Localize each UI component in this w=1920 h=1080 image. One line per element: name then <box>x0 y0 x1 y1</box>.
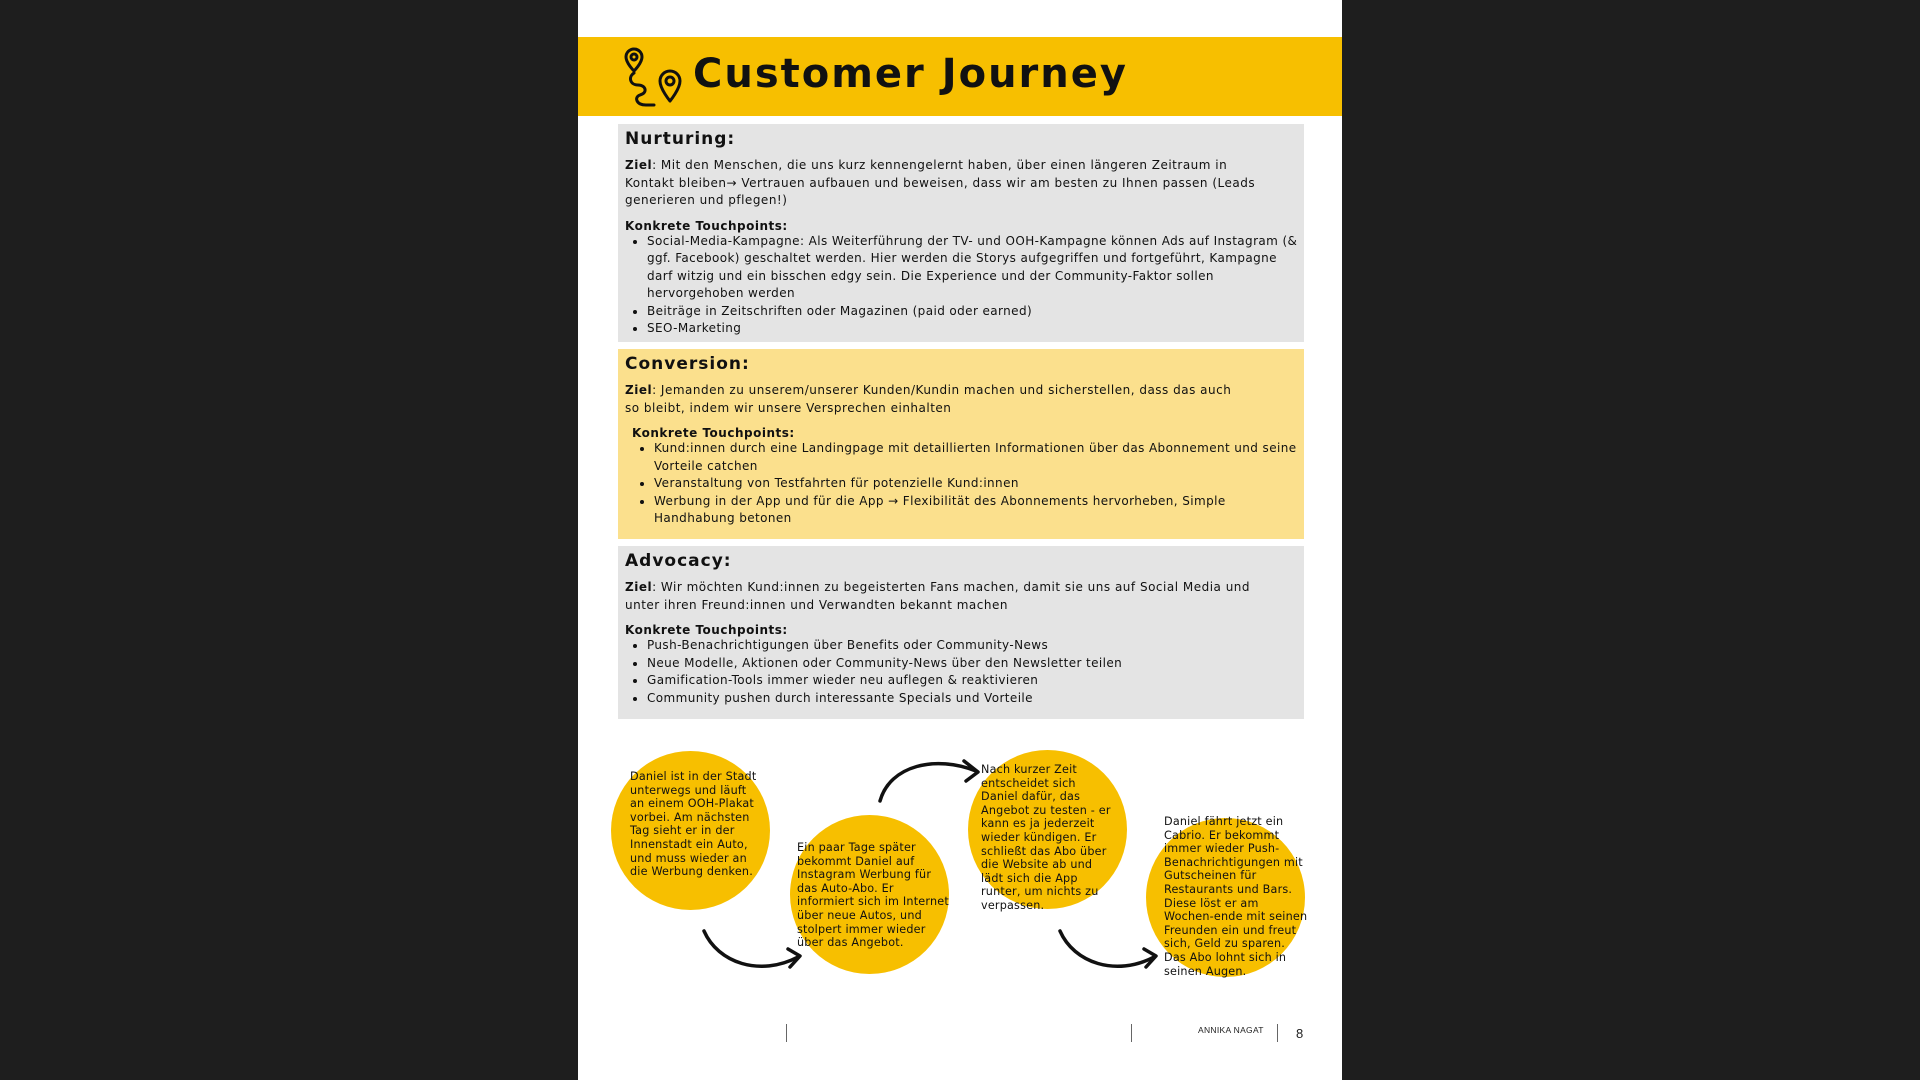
curved-arrow-icon <box>876 755 988 805</box>
list-item: • Push-Benachrichtigungen über Benefits oder Community-News <box>647 637 1304 655</box>
section-nurturing <box>618 124 1304 342</box>
footer-divider <box>1131 1024 1132 1042</box>
goal-text: Ziel: Jemanden zu unserem/unserer Kunden/Kundin machen und sicherstellen, dass das auch so bleibt, indem wir unsere Versprechen einhalten <box>625 383 1232 415</box>
journey-step-text: Ein paar Tage später bekommt Daniel auf Instagram Werbung für das Auto-Abo. Er informiert sich im Internet über neue Autos, und stolpert immer wieder über das Angebot. <box>797 841 949 950</box>
list-item: • SEO-Marketing <box>647 320 1304 338</box>
map-route-icon <box>622 45 688 111</box>
touchpoints-list <box>632 440 1304 528</box>
section-title: Advocacy: <box>625 551 732 571</box>
list-item: • Community pushen durch interessante Specials und Vorteile <box>647 690 1304 708</box>
touchpoints-list <box>625 637 1304 707</box>
list-item: • Social-Media-Kampagne: Als Weiterführung der TV- und OOH-Kampagne können Ads auf Instagram (& ggf. Facebook) geschaltet werden. Hier werden die Storys aufgegriffen und fortgeführt, Kampagne darf witzig und ein bisschen edgy sein. Die Experience und der Community-Faktor sollen hervorgehoben werden <box>647 233 1304 303</box>
list-item: • Werbung in der App und für die App → Flexibilität des Abonnements hervorheben, Simple Handhabung betonen <box>654 493 1304 528</box>
journey-step-text: Nach kurzer Zeit entscheidet sich Daniel dafür, das Angebot zu testen - er kann es ja jederzeit wieder kündigen. Er schließt das Abo über die Website ab und lädt sich die App runter, um nichts zu verpassen. <box>981 763 1111 912</box>
goal-text: Ziel: Wir möchten Kund:innen zu begeisterten Fans machen, damit sie uns auf Social Media und unter ihren Freund:innen und Verwandten bekannt machen <box>625 580 1251 612</box>
section-advocacy <box>618 546 1304 719</box>
footer-divider <box>1277 1024 1278 1042</box>
journey-step-text: Daniel fährt jetzt ein Cabrio. Er bekommt immer wieder Push-Benachrichtigungen mit Gutscheinen für Restaurants und Bars. Diese löst er am Wochen-ende mit seinen Freunden ein und freut sich, Geld zu sparen. Das Abo lohnt sich in seinen Augen. <box>1164 815 1308 978</box>
footer-divider <box>786 1024 787 1042</box>
touchpoints-heading: Konkrete Touchpoints: <box>625 623 788 637</box>
touchpoints-heading: Konkrete Touchpoints: <box>632 426 795 440</box>
touchpoints-heading: Konkrete Touchpoints: <box>625 218 788 233</box>
touchpoints-list <box>625 233 1304 338</box>
journey-step-text: Daniel ist in der Stadt unterwegs und läuft an einem OOH-Plakat vorbei. Am nächsten Tag sieht er in der Innenstadt ein Auto, und muss wieder an die Werbung denken. <box>630 770 757 879</box>
list-item: • Kund:innen durch eine Landingpage mit detaillierten Informationen über das Abonnement und seine Vorteile catchen <box>654 440 1304 475</box>
list-item: • Neue Modelle, Aktionen oder Community-News über den Newsletter teilen <box>647 655 1304 673</box>
page-title: Customer Journey <box>693 51 1128 97</box>
footer-author: ANNIKA NAGAT <box>1198 1025 1264 1035</box>
list-item: • Veranstaltung von Testfahrten für potenzielle Kund:innen <box>654 475 1304 493</box>
section-conversion <box>618 349 1304 539</box>
goal-text: Ziel: Mit den Menschen, die uns kurz kennengelernt haben, über einen längeren Zeitraum in Kontakt bleiben→ Vertrauen aufbauen und beweisen, dass wir am besten zu Ihnen passen (Leads generieren und pflegen!) <box>625 158 1256 207</box>
title-banner <box>578 37 1342 116</box>
page-number: 8 <box>1296 1026 1304 1041</box>
document-page <box>578 0 1342 1080</box>
curved-arrow-icon <box>1056 925 1166 975</box>
curved-arrow-icon <box>700 925 810 975</box>
list-item: • Beiträge in Zeitschriften oder Magazinen (paid oder earned) <box>647 303 1304 321</box>
section-title: Nurturing: <box>625 129 736 149</box>
section-title: Conversion: <box>625 354 750 374</box>
list-item: • Gamification-Tools immer wieder neu auflegen & reaktivieren <box>647 672 1304 690</box>
